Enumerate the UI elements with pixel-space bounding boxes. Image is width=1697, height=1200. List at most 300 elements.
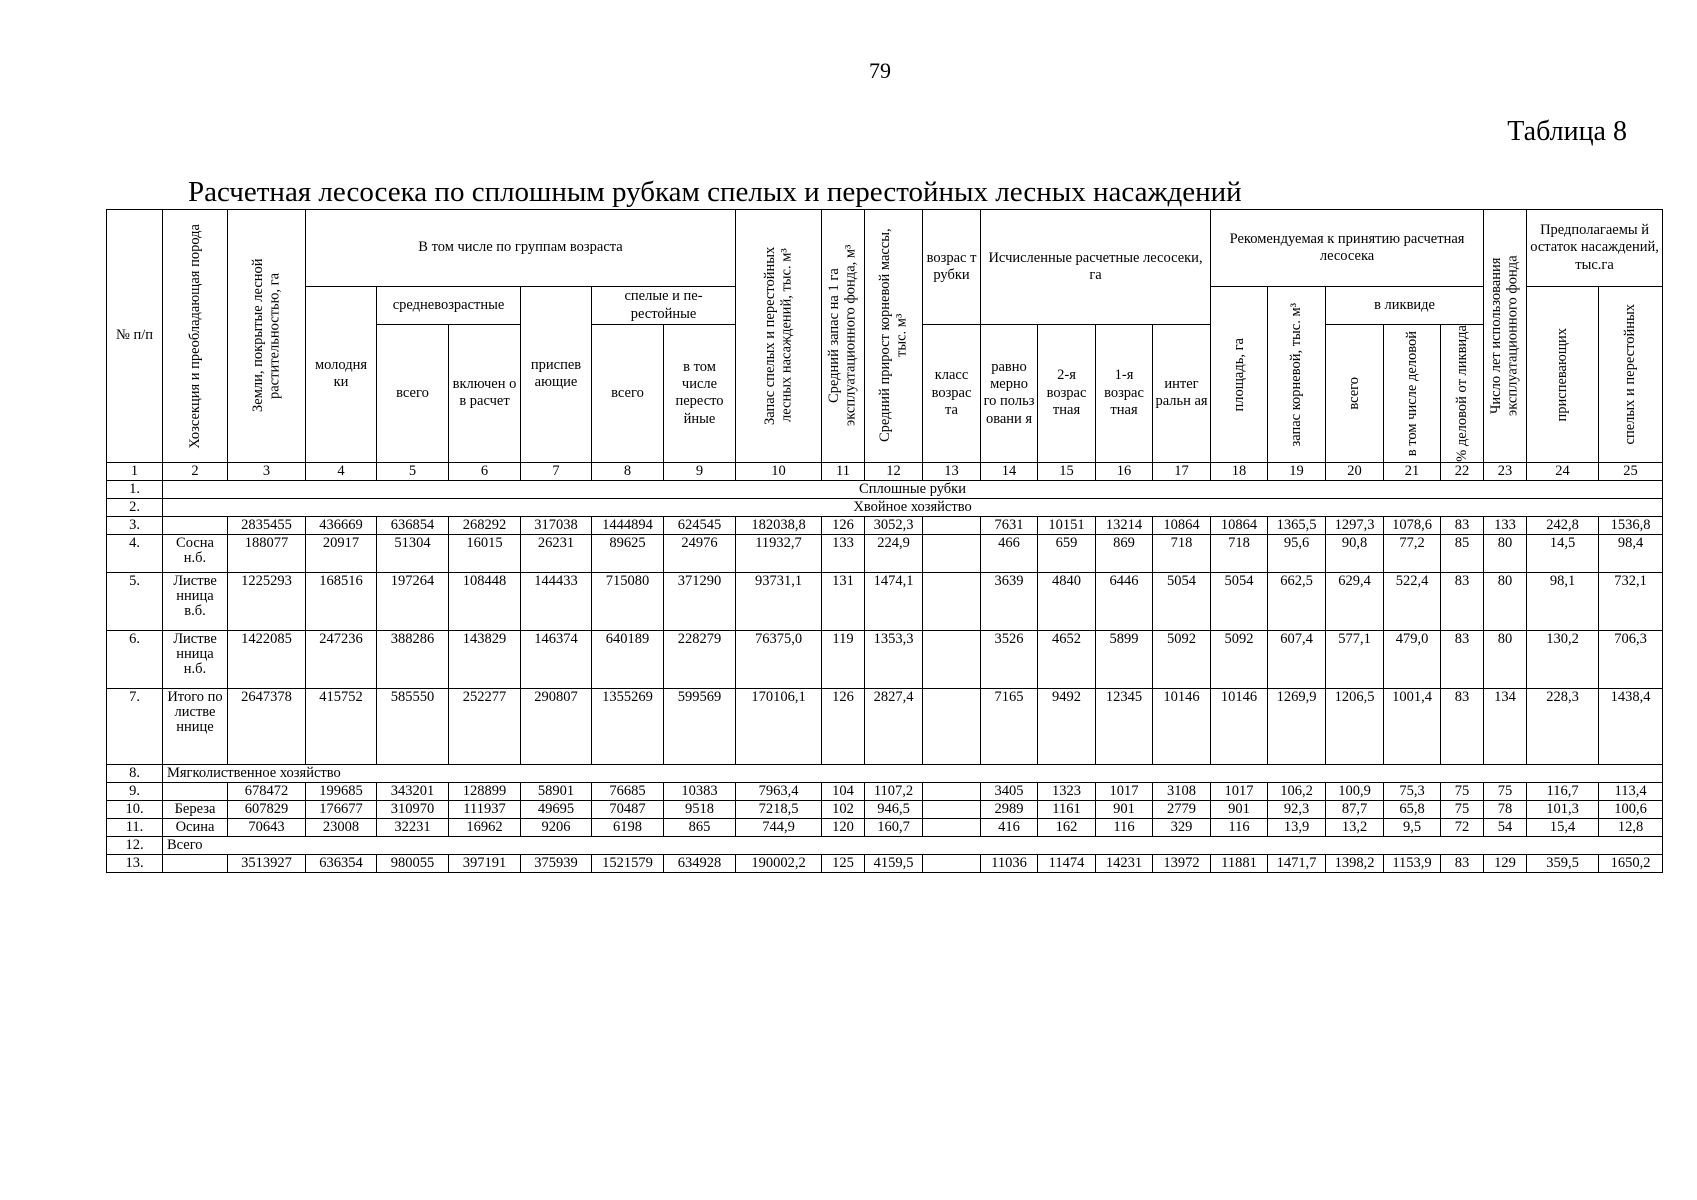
table-cell: 3639 bbox=[981, 572, 1038, 630]
table-cell: 2647378 bbox=[228, 688, 306, 764]
table-cell: 1650,2 bbox=[1599, 854, 1663, 872]
table-cell: 106,2 bbox=[1268, 782, 1326, 800]
table-cell: 89625 bbox=[592, 534, 664, 572]
table-cell: 75 bbox=[1484, 782, 1527, 800]
table-cell: 375939 bbox=[521, 854, 592, 872]
table-cell: 75,3 bbox=[1384, 782, 1441, 800]
table-cell: 9492 bbox=[1038, 688, 1096, 764]
table-cell: 1474,1 bbox=[865, 572, 923, 630]
table-cell: 116 bbox=[1211, 818, 1268, 836]
table-cell: 5054 bbox=[1153, 572, 1211, 630]
header-cell: Запас спелых и перестойных лесных насаждений, тыс. м³ bbox=[736, 210, 822, 463]
column-number: 12 bbox=[865, 462, 923, 480]
table-cell: 116,7 bbox=[1527, 782, 1599, 800]
table-cell: 636354 bbox=[306, 854, 377, 872]
table-cell: 1017 bbox=[1211, 782, 1268, 800]
table-cell: 23008 bbox=[306, 818, 377, 836]
row-number: 9. bbox=[107, 782, 163, 800]
table-cell: 13972 bbox=[1153, 854, 1211, 872]
table-cell: 1536,8 bbox=[1599, 516, 1663, 534]
table-cell: 1107,2 bbox=[865, 782, 923, 800]
table-cell: 371290 bbox=[664, 572, 736, 630]
section-label: Всего bbox=[163, 836, 1663, 854]
table-cell: 75 bbox=[1441, 800, 1484, 818]
table-cell: 9518 bbox=[664, 800, 736, 818]
table-cell: 1001,4 bbox=[1384, 688, 1441, 764]
column-number: 7 bbox=[521, 462, 592, 480]
table-cell: 75 bbox=[1441, 782, 1484, 800]
table-cell: 190002,2 bbox=[736, 854, 822, 872]
table-cell: 58901 bbox=[521, 782, 592, 800]
table-cell: 224,9 bbox=[865, 534, 923, 572]
table-cell: 83 bbox=[1441, 630, 1484, 688]
table-cell: 2835455 bbox=[228, 516, 306, 534]
table-cell: 268292 bbox=[449, 516, 521, 534]
table-cell: 16015 bbox=[449, 534, 521, 572]
header-cell: % деловой от ликвида bbox=[1441, 325, 1484, 463]
table-cell: 90,8 bbox=[1326, 534, 1384, 572]
species-cell: Итого по листве ннице bbox=[163, 688, 228, 764]
table-cell: 80 bbox=[1484, 572, 1527, 630]
table-cell: 83 bbox=[1441, 516, 1484, 534]
table-cell: 585550 bbox=[377, 688, 449, 764]
header-cell: 2-я возрас тная bbox=[1038, 325, 1096, 463]
header-cell: спелые и пе- рестойные bbox=[592, 287, 736, 325]
table-cell: 1438,4 bbox=[1599, 688, 1663, 764]
table-cell: 14,5 bbox=[1527, 534, 1599, 572]
table-cell bbox=[923, 688, 981, 764]
table-cell: 182038,8 bbox=[736, 516, 822, 534]
table-cell: 78 bbox=[1484, 800, 1527, 818]
header-cell: приспевающих bbox=[1527, 287, 1599, 463]
table-cell: 1153,9 bbox=[1384, 854, 1441, 872]
column-number: 2 bbox=[163, 462, 228, 480]
species-cell: Береза bbox=[163, 800, 228, 818]
table-cell: 865 bbox=[664, 818, 736, 836]
table-cell: 162 bbox=[1038, 818, 1096, 836]
table-cell bbox=[923, 534, 981, 572]
column-number: 17 bbox=[1153, 462, 1211, 480]
header-cell: в том числе деловой bbox=[1384, 325, 1441, 463]
row-number: 1. bbox=[107, 480, 163, 498]
column-number: 9 bbox=[664, 462, 736, 480]
header-cell: интег ральн ая bbox=[1153, 325, 1211, 463]
table-cell: 10146 bbox=[1211, 688, 1268, 764]
header-cell: включен о в расчет bbox=[449, 325, 521, 463]
row-number: 4. bbox=[107, 534, 163, 572]
table-cell: 4840 bbox=[1038, 572, 1096, 630]
table-cell: 7963,4 bbox=[736, 782, 822, 800]
header-cell: класс возрас та bbox=[923, 325, 981, 463]
column-number: 18 bbox=[1211, 462, 1268, 480]
table-cell: 1365,5 bbox=[1268, 516, 1326, 534]
table-cell: 111937 bbox=[449, 800, 521, 818]
table-cell: 744,9 bbox=[736, 818, 822, 836]
table-cell: 83 bbox=[1441, 854, 1484, 872]
species-cell: Осина bbox=[163, 818, 228, 836]
table-cell: 1297,3 bbox=[1326, 516, 1384, 534]
table-cell: 80 bbox=[1484, 534, 1527, 572]
table-cell: 76685 bbox=[592, 782, 664, 800]
table-cell: 629,4 bbox=[1326, 572, 1384, 630]
table-cell: 659 bbox=[1038, 534, 1096, 572]
header-cell: всего bbox=[1326, 325, 1384, 463]
table-cell: 160,7 bbox=[865, 818, 923, 836]
header-cell: возрас т рубки bbox=[923, 210, 981, 325]
table-cell: 1206,5 bbox=[1326, 688, 1384, 764]
header-cell: Средний прирост корневой массы, тыс. м³ bbox=[865, 210, 923, 463]
table-cell: 732,1 bbox=[1599, 572, 1663, 630]
table-cell: 3526 bbox=[981, 630, 1038, 688]
table-cell: 7631 bbox=[981, 516, 1038, 534]
column-number: 14 bbox=[981, 462, 1038, 480]
header-cell: приспев ающие bbox=[521, 287, 592, 463]
table-cell: 397191 bbox=[449, 854, 521, 872]
table-cell: 108448 bbox=[449, 572, 521, 630]
table-row bbox=[107, 818, 1663, 836]
column-number-row bbox=[107, 462, 1663, 480]
table-cell: 20917 bbox=[306, 534, 377, 572]
table-cell: 101,3 bbox=[1527, 800, 1599, 818]
table-cell: 119 bbox=[822, 630, 865, 688]
table-cell: 116 bbox=[1096, 818, 1153, 836]
table-cell: 1398,2 bbox=[1326, 854, 1384, 872]
table-cell bbox=[923, 818, 981, 836]
table-cell: 2779 bbox=[1153, 800, 1211, 818]
table-cell: 49695 bbox=[521, 800, 592, 818]
table-cell: 80 bbox=[1484, 630, 1527, 688]
header-cell: В том числе по группам возраста bbox=[306, 210, 736, 287]
table-cell: 65,8 bbox=[1384, 800, 1441, 818]
table-row bbox=[107, 688, 1663, 764]
table-cell: 98,1 bbox=[1527, 572, 1599, 630]
table-cell: 310970 bbox=[377, 800, 449, 818]
table-cell: 1017 bbox=[1096, 782, 1153, 800]
table-row bbox=[107, 572, 1663, 630]
table-cell: 6446 bbox=[1096, 572, 1153, 630]
table-cell: 359,5 bbox=[1527, 854, 1599, 872]
table-cell: 329 bbox=[1153, 818, 1211, 836]
header-cell: средневозрастные bbox=[377, 287, 521, 325]
table-cell: 228279 bbox=[664, 630, 736, 688]
table-cell: 72 bbox=[1441, 818, 1484, 836]
header-cell: Средний запас на 1 га эксплуатационного фонда, м³ bbox=[822, 210, 865, 463]
table-cell: 3513927 bbox=[228, 854, 306, 872]
row-number: 10. bbox=[107, 800, 163, 818]
table-cell: 102 bbox=[822, 800, 865, 818]
table-cell: 126 bbox=[822, 688, 865, 764]
table-cell: 715080 bbox=[592, 572, 664, 630]
table-cell: 13,9 bbox=[1268, 818, 1326, 836]
table-cell: 14231 bbox=[1096, 854, 1153, 872]
table-cell: 85 bbox=[1441, 534, 1484, 572]
table-cell: 13214 bbox=[1096, 516, 1153, 534]
table-cell: 133 bbox=[1484, 516, 1527, 534]
table-cell: 16962 bbox=[449, 818, 521, 836]
table-cell: 125 bbox=[822, 854, 865, 872]
header-cell: площадь, га bbox=[1211, 287, 1268, 463]
table-cell: 128899 bbox=[449, 782, 521, 800]
species-cell: Листве нница в.б. bbox=[163, 572, 228, 630]
table-cell: 388286 bbox=[377, 630, 449, 688]
table-cell: 146374 bbox=[521, 630, 592, 688]
table-row bbox=[107, 630, 1663, 688]
table-cell: 3052,3 bbox=[865, 516, 923, 534]
table-cell: 12,8 bbox=[1599, 818, 1663, 836]
table-cell: 1269,9 bbox=[1268, 688, 1326, 764]
species-cell: Листве нница н.б. bbox=[163, 630, 228, 688]
species-cell: Сосна н.б. bbox=[163, 534, 228, 572]
column-number: 19 bbox=[1268, 462, 1326, 480]
table-cell: 70643 bbox=[228, 818, 306, 836]
header-cell: Предполагаемы й остаток насаждений, тыс.га bbox=[1527, 210, 1663, 287]
row-number: 3. bbox=[107, 516, 163, 534]
table-cell: 9206 bbox=[521, 818, 592, 836]
header-cell: всего bbox=[377, 325, 449, 463]
table-cell: 10383 bbox=[664, 782, 736, 800]
table-cell: 11881 bbox=[1211, 854, 1268, 872]
table-cell: 1225293 bbox=[228, 572, 306, 630]
column-number: 23 bbox=[1484, 462, 1527, 480]
column-number: 4 bbox=[306, 462, 377, 480]
header-cell: Земли, покрытые лесной растительностью, га bbox=[228, 210, 306, 463]
table-cell: 93731,1 bbox=[736, 572, 822, 630]
table-cell: 5092 bbox=[1153, 630, 1211, 688]
table-cell: 92,3 bbox=[1268, 800, 1326, 818]
section-row bbox=[107, 480, 1663, 498]
section-row bbox=[107, 836, 1663, 854]
table-cell: 2827,4 bbox=[865, 688, 923, 764]
table-body bbox=[107, 462, 1663, 872]
column-number: 11 bbox=[822, 462, 865, 480]
table-cell: 26231 bbox=[521, 534, 592, 572]
column-number: 15 bbox=[1038, 462, 1096, 480]
table-cell: 1422085 bbox=[228, 630, 306, 688]
section-label: Хвойное хозяйство bbox=[163, 498, 1663, 516]
table-cell: 1161 bbox=[1038, 800, 1096, 818]
table-cell: 228,3 bbox=[1527, 688, 1599, 764]
table-cell: 252277 bbox=[449, 688, 521, 764]
table-header bbox=[107, 210, 1663, 463]
header-cell: в ликвиде bbox=[1326, 287, 1484, 325]
column-number: 5 bbox=[377, 462, 449, 480]
header-cell: № п/п bbox=[107, 210, 163, 463]
table-row bbox=[107, 534, 1663, 572]
table-cell: 640189 bbox=[592, 630, 664, 688]
table-cell: 83 bbox=[1441, 572, 1484, 630]
table-cell: 1521579 bbox=[592, 854, 664, 872]
table-cell: 7165 bbox=[981, 688, 1038, 764]
table-cell: 415752 bbox=[306, 688, 377, 764]
table-cell: 317038 bbox=[521, 516, 592, 534]
table-cell: 706,3 bbox=[1599, 630, 1663, 688]
table-cell: 624545 bbox=[664, 516, 736, 534]
table-row bbox=[107, 800, 1663, 818]
table-cell: 11932,7 bbox=[736, 534, 822, 572]
table-cell: 143829 bbox=[449, 630, 521, 688]
table-cell: 129 bbox=[1484, 854, 1527, 872]
table-cell: 15,4 bbox=[1527, 818, 1599, 836]
table-cell: 678472 bbox=[228, 782, 306, 800]
table-cell: 662,5 bbox=[1268, 572, 1326, 630]
table-cell: 901 bbox=[1096, 800, 1153, 818]
table-cell: 126 bbox=[822, 516, 865, 534]
table-cell: 1078,6 bbox=[1384, 516, 1441, 534]
header-cell: всего bbox=[592, 325, 664, 463]
table-cell: 133 bbox=[822, 534, 865, 572]
column-number: 10 bbox=[736, 462, 822, 480]
section-label: Мягколиственное хозяйство bbox=[163, 764, 1663, 782]
section-row bbox=[107, 764, 1663, 782]
table-cell: 946,5 bbox=[865, 800, 923, 818]
column-number: 13 bbox=[923, 462, 981, 480]
column-number: 8 bbox=[592, 462, 664, 480]
table-cell: 1471,7 bbox=[1268, 854, 1326, 872]
column-number: 21 bbox=[1384, 462, 1441, 480]
table-cell: 5054 bbox=[1211, 572, 1268, 630]
header-cell: Число лет использования эксплуатационного фонда bbox=[1484, 210, 1527, 463]
column-number: 1 bbox=[107, 462, 163, 480]
table-cell: 131 bbox=[822, 572, 865, 630]
table-cell bbox=[923, 572, 981, 630]
species-cell bbox=[163, 854, 228, 872]
table-cell: 1444894 bbox=[592, 516, 664, 534]
table-cell: 10146 bbox=[1153, 688, 1211, 764]
table-cell: 1353,3 bbox=[865, 630, 923, 688]
table-cell: 32231 bbox=[377, 818, 449, 836]
table-cell: 13,2 bbox=[1326, 818, 1384, 836]
species-cell bbox=[163, 782, 228, 800]
row-number: 13. bbox=[107, 854, 163, 872]
table-cell: 12345 bbox=[1096, 688, 1153, 764]
table-cell: 607,4 bbox=[1268, 630, 1326, 688]
table-cell: 100,9 bbox=[1326, 782, 1384, 800]
table-cell: 100,6 bbox=[1599, 800, 1663, 818]
document-title: Расчетная лесосека по сплошным рубкам спелых и перестойных лесных насаждений bbox=[188, 176, 1242, 208]
row-number: 12. bbox=[107, 836, 163, 854]
column-number: 25 bbox=[1599, 462, 1663, 480]
table-cell: 95,6 bbox=[1268, 534, 1326, 572]
row-number: 5. bbox=[107, 572, 163, 630]
table-cell: 9,5 bbox=[1384, 818, 1441, 836]
column-number: 3 bbox=[228, 462, 306, 480]
table-cell: 436669 bbox=[306, 516, 377, 534]
table-cell: 466 bbox=[981, 534, 1038, 572]
table-cell: 343201 bbox=[377, 782, 449, 800]
table-cell bbox=[923, 854, 981, 872]
table-cell: 134 bbox=[1484, 688, 1527, 764]
table-cell: 176677 bbox=[306, 800, 377, 818]
table-cell: 54 bbox=[1484, 818, 1527, 836]
table-cell: 113,4 bbox=[1599, 782, 1663, 800]
row-number: 11. bbox=[107, 818, 163, 836]
column-number: 6 bbox=[449, 462, 521, 480]
table-cell: 11036 bbox=[981, 854, 1038, 872]
table-cell: 290807 bbox=[521, 688, 592, 764]
column-number: 20 bbox=[1326, 462, 1384, 480]
table-cell: 634928 bbox=[664, 854, 736, 872]
table-cell: 599569 bbox=[664, 688, 736, 764]
table-cell: 144433 bbox=[521, 572, 592, 630]
table-label: Таблица 8 bbox=[1507, 116, 1627, 147]
table-cell: 70487 bbox=[592, 800, 664, 818]
column-number: 16 bbox=[1096, 462, 1153, 480]
header-cell: Рекомендуемая к принятию расчетная лесосека bbox=[1211, 210, 1484, 287]
table-cell: 5899 bbox=[1096, 630, 1153, 688]
table-cell: 479,0 bbox=[1384, 630, 1441, 688]
table-cell: 10864 bbox=[1153, 516, 1211, 534]
header-cell: запас корневой, тыс. м³ bbox=[1268, 287, 1326, 463]
table-cell bbox=[923, 630, 981, 688]
table-cell: 980055 bbox=[377, 854, 449, 872]
table-cell bbox=[923, 516, 981, 534]
table-cell: 120 bbox=[822, 818, 865, 836]
table-cell: 10151 bbox=[1038, 516, 1096, 534]
table-cell: 3108 bbox=[1153, 782, 1211, 800]
table-cell: 77,2 bbox=[1384, 534, 1441, 572]
table-row bbox=[107, 516, 1663, 534]
table-row bbox=[107, 782, 1663, 800]
row-number: 6. bbox=[107, 630, 163, 688]
table-cell: 1323 bbox=[1038, 782, 1096, 800]
table-cell: 2989 bbox=[981, 800, 1038, 818]
table-cell: 11474 bbox=[1038, 854, 1096, 872]
header-cell: Исчисленные расчетные лесосеки, га bbox=[981, 210, 1211, 325]
table-cell: 522,4 bbox=[1384, 572, 1441, 630]
header-cell: Хозсекция и преобладающая порода bbox=[163, 210, 228, 463]
table-cell bbox=[923, 800, 981, 818]
table-cell: 188077 bbox=[228, 534, 306, 572]
table-cell: 242,8 bbox=[1527, 516, 1599, 534]
table-cell: 168516 bbox=[306, 572, 377, 630]
table-cell: 607829 bbox=[228, 800, 306, 818]
table-cell: 3405 bbox=[981, 782, 1038, 800]
header-cell: в том числе пересто йные bbox=[664, 325, 736, 463]
table-cell bbox=[923, 782, 981, 800]
table-cell: 901 bbox=[1211, 800, 1268, 818]
table-cell: 104 bbox=[822, 782, 865, 800]
column-number: 22 bbox=[1441, 462, 1484, 480]
table-cell: 869 bbox=[1096, 534, 1153, 572]
header-cell: молодня ки bbox=[306, 287, 377, 463]
table-cell: 130,2 bbox=[1527, 630, 1599, 688]
table-cell: 87,7 bbox=[1326, 800, 1384, 818]
table-cell: 197264 bbox=[377, 572, 449, 630]
table-cell: 416 bbox=[981, 818, 1038, 836]
table-cell: 5092 bbox=[1211, 630, 1268, 688]
forest-cut-table bbox=[106, 209, 1663, 873]
table-cell: 76375,0 bbox=[736, 630, 822, 688]
page-number: 79 bbox=[869, 58, 891, 83]
table-cell: 170106,1 bbox=[736, 688, 822, 764]
table-cell: 577,1 bbox=[1326, 630, 1384, 688]
row-number: 7. bbox=[107, 688, 163, 764]
table-cell: 6198 bbox=[592, 818, 664, 836]
column-number: 24 bbox=[1527, 462, 1599, 480]
section-label: Сплошные рубки bbox=[163, 480, 1663, 498]
table-cell: 83 bbox=[1441, 688, 1484, 764]
row-number: 2. bbox=[107, 498, 163, 516]
species-cell bbox=[163, 516, 228, 534]
table-cell: 10864 bbox=[1211, 516, 1268, 534]
table-cell: 1355269 bbox=[592, 688, 664, 764]
table-cell: 247236 bbox=[306, 630, 377, 688]
header-cell: спелых и перестойных bbox=[1599, 287, 1663, 463]
table-cell: 718 bbox=[1153, 534, 1211, 572]
table-cell: 24976 bbox=[664, 534, 736, 572]
table-cell: 199685 bbox=[306, 782, 377, 800]
table-cell: 718 bbox=[1211, 534, 1268, 572]
